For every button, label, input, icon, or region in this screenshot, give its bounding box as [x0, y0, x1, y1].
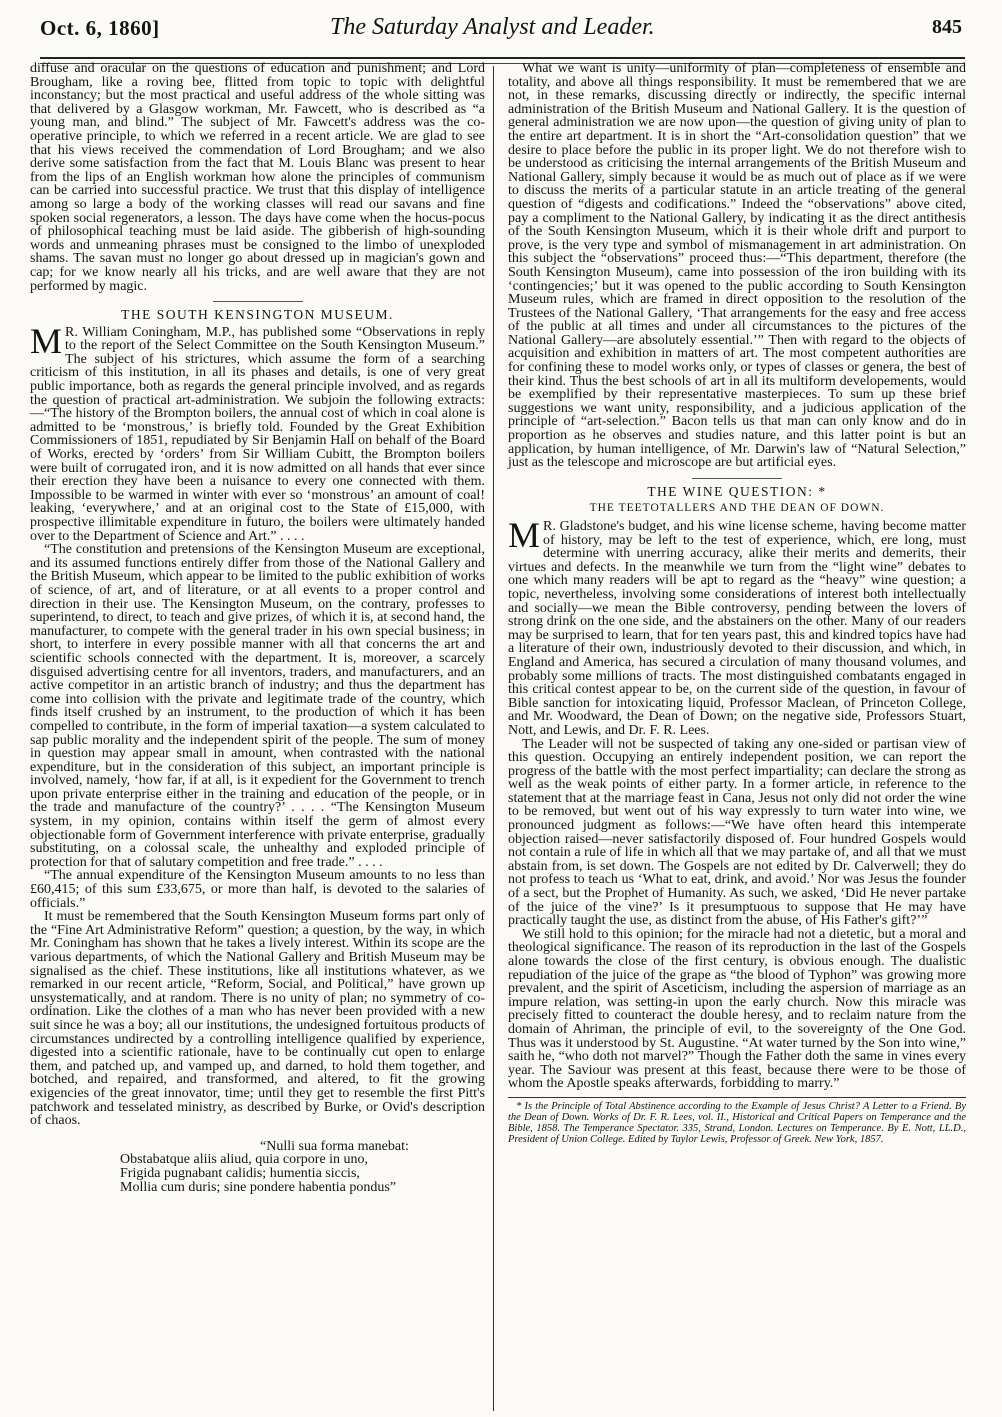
article-heading: THE WINE QUESTION: * — [647, 483, 827, 499]
paragraph: What we want is unity—uniformity of plan—completeness of ensemble and totality, and above all things responsibility. It must be remembered that we are not, in these remarks, discussing directly or indirectly, the specific internal administration of the British Museum and National Gallery. It is the question of general administration we are now upon—the question of giving unity of plan to the entire art department. It is in short the “Art-consolidation question” that we desire to place before the public in its proper light. We do not therefore wish to be understood as criticising the internal arrangements of the British Museum and National Gallery, simply because it would be as much out of place as if we were to discuss the merits of a particular statute in an article treating of the general question of “digests and codifications.” Indeed the “observations” above cited, pay a compliment to the National Gallery, by indicating it as the direct antithesis of the South Kensington Museum, which it is their whole drift and purport to prove, is the very type and symbol of mismanagement in art administration. On this subject the “observations” proceed thus:—“This department, therefore (the South Kensington Museum), came into possession of the iron building with its ‘contingencies;’ but it was opened to the public according to South Kensington Museum rules, which are framed in direct opposition to the resolution of the Trustees of the National Gallery, ‘That arrangements for the easy and free access of the public at all times and under all circumstances to the pictures of the National Gallery—are absolutely essential.’” Then with regard to the objects of acquisition and exhibition in matters of art. The most competent authorities are for confining these to model works only, or types of classes or genera, the best of their kind. Thus the best schools of art in all its multiform developements, would be exemplified by their representative masterpieces. To sum up these brief suggestions we want unity, responsibility, and a judicious application of the principle of “art-selection.” Bacon tells us that man can only know and do in proportion as he observes and studies nature, and this latter point is but an application, by human intelligence, of Mr. Darwin's law of “Natural Selection,” just as the telescope and microscope are but artificial eyes. — [508, 61, 966, 471]
paragraph-text: R. William Coningham, M.P., has published some “Observations in reply to the report of the Select Committee on the South Kensington Museum.” The subject of his strictures, which assume the form of a searching criticism of this institution, in all its phases and details, is one of very great public importance, both as regards the general principle involved, and as regards the question of practical art-administration. We subjoin the following extracts:—“The history of the Brompton boilers, the annual cost of which in coal alone is admitted to be ‘monstrous,’ is briefly told. Founded by the Great Exhibition Commissioners of 1851, repudiated by Sir Benjamin Hall on behalf of the Board of Works, erected by ‘orders’ from Sir William Cubitt, the Brompton boilers were built of corrugated iron, and it is now admitted on all hands that ever since their erection they have been a nuisance to every one connected with them. Impossible to be warmed in winter with ever so ‘monstrous’ an amount of coal! leaking, ‘everywhere,’ and at an original cost to the State of £15,000, with prospective illimitable expenditure in futuro, the boilers were ultimately handed over to the Department of Science and Art.” . . . . — [30, 324, 485, 544]
page-header — [0, 12, 1002, 42]
paragraph — [30, 320, 485, 544]
drop-cap: M — [30, 320, 63, 361]
latin-quotation — [120, 1140, 485, 1194]
paragraph: The Leader will not be suspected of taking any one-sided or partisan view of this question. Occupying an entirely independent position, we can report the progress of the battle with the most perfect impartiality; can declare the strong as well as the weak points of either party. In a former article, in reference to the statement that at the marriage feast in Cana, Jesus not only did not order the wine to be removed, but went out of his way expressly to turn water into wine, we pronounced judgment as follows:—“We have often heard this intemperate objection raised—never satisfactorily disposed of. Four hundred Gospels would not contain a rule of life in which all that we may partake of, and all that we must abstain from, is set down. The Gospels are not edited by Dr. Calverwell; they do not profess to teach us ‘What to eat, drink, and avoid.’ Nor was Jesus the founder of a sect, but the Prophet of Humanity. As such, we asked, ‘Did He never partake of the juice of the vine?’ Is it presumptuous to suppose that He may have practically taught the use, as distinct from the abuse, of His Father's gift?’” — [508, 736, 966, 929]
poem-line: Mollia cum duris; sine pondere habentia pondus” — [120, 1179, 397, 1195]
left-column — [30, 62, 485, 1194]
issue-date: Oct. 6, 1860] — [40, 16, 160, 40]
paragraph: diffuse and oracular on the questions of education and punishment; and Lord Brougham, like a roving bee, flitted from topic to topic with delightful inconstancy; but the most practical and useful address of the whole sitting was that delivered by a Glasgow workman, Mr. Fawcett, who is described as “a young man, and blind.” The subject of Mr. Fawcett's address was the co-operative principle, to which we referred in a recent article. We are glad to see that his views received the commendation of Lord Brougham; and we also derive some satisfaction from the fact that M. Louis Blanc was present to hear from the lips of an English workman how alone the principles of communism can be carried into successful practice. We trust that this display of intelligence among so large a body of the working classes will read our savans and fine spoken social regenerators, a lesson. The days have come when the hocus-pocus of philosophical teaching must be laid aside. The gibberish of high-sounding words and unmeaning phrases must be consigned to the limbo of unexploded shams. The savan must no longer go about dressed up in magician's gown and cap; for we know nearly all his tricks, and are well aware that they are not performed by magic. — [30, 61, 485, 294]
poem-line: Frigida pugnabant calidis; humentia siccis, — [120, 1165, 360, 1181]
paragraph: We still hold to this opinion; for the miracle had not a dietetic, but a moral and theological significance. The reason of its reproduction in the last of the Gospels alone towards the close of the first century, is obvious enough. The dualistic repudiation of the juice of the grape as “the blood of Typhon” was growing more prevalent, and the spirit of Asceticism, including the aspersion of marriage as an impure relation, was setting-in upon the early church. Now this miracle was precisely fitted to counteract the double heresy, and to reclaim nature from the domain of Ahriman, the principle of evil, to the sovereignty of the One God. Thus was it understood by St. Augustine. “At water turned by the Son into wine,” saith he, “who doth not marvel?” Though the Father doth the same in vines every year. The Saviour was present at this feast, because there were to be those of whom the Apostle speaks afterwards, forbidding to marry.” — [508, 926, 966, 1092]
article-subheading: THE TEETOTALLERS AND THE DEAN OF DOWN. — [589, 502, 885, 515]
article-heading: THE SOUTH KENSINGTON MUSEUM. — [121, 307, 394, 323]
poem-line: “Nulli sua forma manebat: — [260, 1138, 409, 1154]
publication-title: The Saturday Analyst and Leader. — [330, 14, 655, 40]
paragraph: It must be remembered that the South Kensington Museum forms part only of the “Fine Art Administrative Reform” question; a question, by the way, in which Mr. Coningham has shown that he takes a lively interest. Within its scope are the various departments, of which the National Gallery and British Museum may be signalised as the chief. These institutions, like all institutions whatever, as we remarked in our recent article, “Reform, Social, and Political,” have grown up unsystematically, and at random. There is no unity of plan; no symmetry of co-ordination. Like the clothes of a man who has never been provided with a new suit since he was a boy; all our institutions, the undesigned fortuitous products of circumstances undirected by a controlling intelligence qualified by experience, digested into a scientific rationale, have to be continually cut open to enlarge them, and patched up, and vamped up, and darned, to hold them together, and botched, and repaired, and transformed, and altered, to fit the growing exigencies of the great innovator, time; until they get to resemble the first Pitt's patchwork and tesselated ministry, as described by Burke, or Ovid's description of chaos. — [30, 909, 485, 1129]
poem-line: Obstabatque aliis aliud, quia corpore in uno, — [120, 1152, 369, 1168]
section-separator — [213, 301, 303, 302]
drop-cap: M — [508, 515, 541, 555]
right-column — [508, 62, 966, 1145]
paragraph — [508, 515, 966, 738]
page-number: 845 — [932, 16, 962, 38]
paragraph: “The annual expenditure of the Kensington Museum amounts to no less than £60,415; of this sum £33,675, or more than half, is devoted to the salaries of officials.” — [30, 868, 485, 911]
paragraph-text: R. Gladstone's budget, and his wine license scheme, having become matter of history, may be left to the test of experience, which, ere long, must determine with unerring accuracy, alike their merits and demerits, their virtues and defects. In the meanwhile we turn from the “light wine” debates to one which many readers will be apt to regard as the “heavy” wine question; a topic, nevertheless, involving some considerations of interest both intellectually and socially—we mean the Bible controversy, pending between the lovers of strong drink on the one side, and the abstainers on the other. Many of our readers may be surprised to learn, that for ten years past, this and kindred topics have had a literature of their own, industriously devoted to their discussion, and which, in England and America, has secured a circulation of many thousand volumes, and probably some millions of tracts. The most distinguished combatants engaged in this critical contest appear to be, on the current side of the question, in favour of Bible sanction for intoxicating liquid, Professor Maclean, of Princeton College, and Mr. Woodward, the Dean of Down; on the negative side, Professors Stuart, Nott, and Lewis, and Dr. F. R. Lees. — [508, 519, 966, 738]
paragraph: “The constitution and pretensions of the Kensington Museum are exceptional, and its assumed functions entirely differ from those of the National Gallery and the British Museum, which appear to be limited to the public exhibition of works of science, of art, and of literature, or at all events to a proper control and direction in their use. The Kensington Museum, on the contrary, professes to superintend, to direct, to teach and give prizes, of which it is, at second hand, the manufacturer, to compete with the general trader in his own special business; in short, to interfere in every possible manner with all that concerns the art and scientific schools connected with the department. It is, moreover, a scarcely disguised advertising centre for all inventors, traders, and manufacturers, and an active competitor in an artistic branch of industry; and thus the department has come into collision with the private and legitimate trade of the country, which finds itself crushed by an instrument, to the production of which it has been compelled to contribute, in the form of imperial taxation—a system calculated to sap public morality and the independent spirit of the people. The sum of money in question may appear small in amount, when contrasted with the national expenditure, but in the consideration of this subject, an important principle is involved, namely, ‘how far, if at all, is it expedient for the Government to trench upon private enterprise either in the training and education of the people, or in the trade and manufacture of the country?’ . . . . “The Kensington Museum system, in my opinion, contains within itself the germ of almost every objectionable form of Government interference with private enterprise, gradually substituting, on a colossal scale, the unhealthy and exploded principle of protection for that of salutary competition and free trade.” . . . . — [30, 542, 485, 870]
footnote: * Is the Principle of Total Abstinence according to the Example of Jesus Christ? A Letter to a Friend. By the Dean of Down. Works of Dr. F. R. Lees, vol. II., Historical and Critical Papers on Temperance and the Bible, 1858. The Temperance Spectator. 335, Strand, London. Lectures on Temperance. By E. Nott, LL.D., President of Union College. Edited by Taylor Lewis, Professor of Greek. New York, 1857. — [508, 1097, 966, 1145]
section-separator — [692, 478, 782, 479]
column-divider — [493, 66, 494, 1411]
